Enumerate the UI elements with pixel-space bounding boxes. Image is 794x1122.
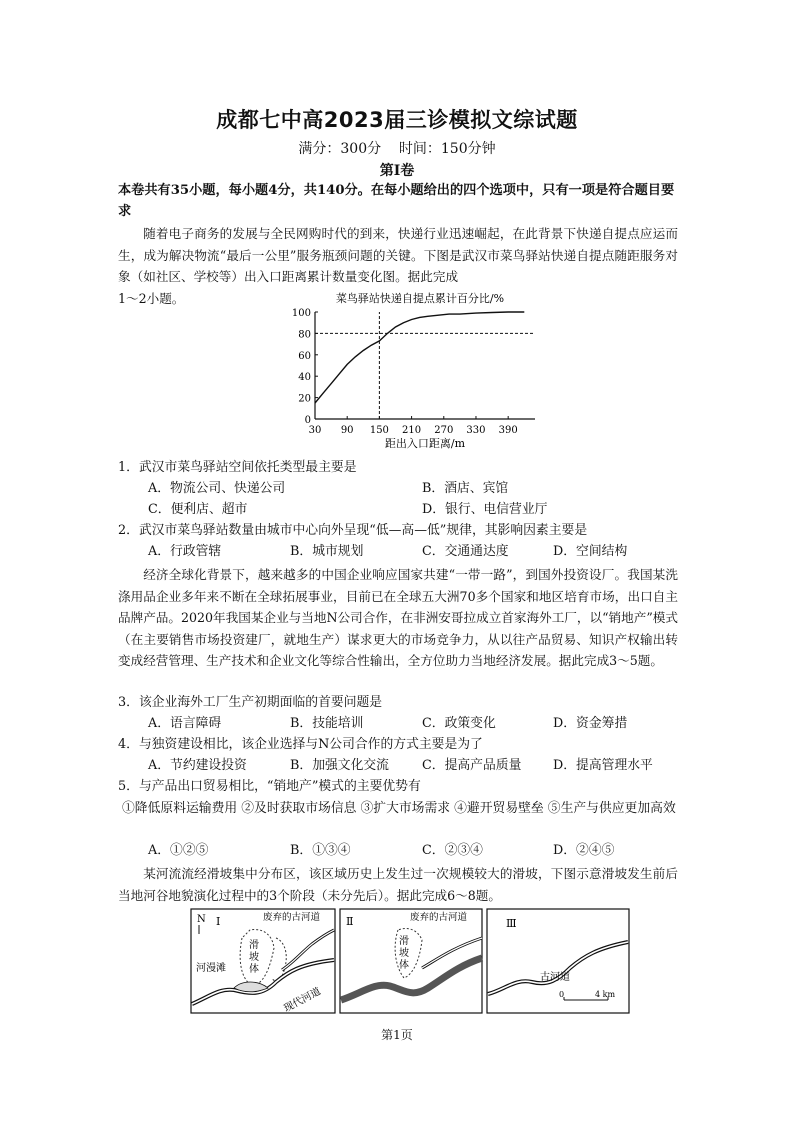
map-panel-3 — [487, 909, 629, 1013]
abandoned-channel-label-2: 废弃的古河道 — [410, 912, 468, 923]
passage-1: 随着电子商务的发展与全民网购时代的到来，快递行业迅速崛起，在此背景下快递自提点应运而生，成为解决物流“最后一公里”服务瓶颈问题的关键。下图是武汉市菜鸟驿站快递自提点随距服务对象（如社区、学校等）出入口距离累计数量变化图。据此完成 — [118, 226, 678, 284]
page-title: 成都七中高2023届三诊模拟文综试题 — [216, 108, 578, 132]
x-tick-label: 30 — [308, 425, 322, 436]
q5-option-d[interactable]: D．②④⑤ — [553, 843, 615, 858]
question-1: 1．武汉市菜鸟驿站空间依托类型最主要是 — [118, 460, 357, 475]
x-axis-label: 距出入口距离/m — [384, 437, 466, 450]
river-evolution-maps — [190, 908, 630, 1018]
page-number: 第1页 — [381, 1028, 413, 1042]
x-tick-label: 270 — [434, 425, 454, 436]
old-channel-label: 古河道 — [540, 972, 570, 983]
q4-option-d[interactable]: D．提高管理水平 — [553, 758, 653, 773]
scale-max: 4 km — [595, 990, 616, 999]
y-tick-label: 80 — [298, 329, 311, 341]
q4-option-c[interactable]: C．提高产品质量 — [422, 758, 522, 773]
north-label: N — [197, 914, 206, 925]
question-5: 5．与产品出口贸易相比，“销地产”模式的主要优势有 — [118, 779, 421, 794]
floodplain-label: 河漫滩 — [196, 963, 226, 974]
landslide-p2-char-2: 坡 — [399, 948, 409, 959]
question-2: 2．武汉市菜鸟驿站数量由城市中心向外呈现“低—高—低”规律，其影响因素主要是 — [118, 523, 588, 538]
q1-option-a[interactable]: A．物流公司、快递公司 — [148, 481, 286, 496]
y-tick-label: 20 — [298, 393, 311, 405]
q5-option-c[interactable]: C．②③④ — [422, 843, 483, 858]
map-panel-2 — [340, 909, 482, 1013]
chart-title: 菜鸟驿站快递自提点累计百分比/% — [335, 292, 505, 305]
q3-option-d[interactable]: D．资金筹措 — [553, 716, 628, 731]
abandoned-channel-label: 废弃的古河道 — [263, 912, 321, 923]
x-tick-label: 390 — [498, 425, 518, 436]
y-tick-label: 60 — [298, 350, 311, 362]
q4-option-a[interactable]: A．节约建设投资 — [148, 758, 247, 773]
q5-option-a[interactable]: A．①②⑤ — [148, 843, 209, 858]
landslide-char-3: 体 — [249, 964, 259, 975]
modern-channel-label: 现代河道 — [282, 986, 323, 1015]
y-tick-label: 40 — [298, 372, 311, 384]
q2-option-a[interactable]: A．行政管辖 — [148, 544, 222, 559]
y-tick-label: 0 — [304, 415, 311, 426]
x-tick-label: 150 — [369, 425, 389, 436]
scale-zero: 0 — [559, 990, 565, 999]
landslide-p2-char-3: 体 — [399, 960, 409, 971]
passage-2: 经济全球化背景下，越来越多的中国企业响应国家共建“一带一路”，到国外投资设厂。我国某洗涤用品企业多年来不断在全球拓展事业，目前已在全球五大洲70多个国家和地区培育市场，出口自主品牌产品。2020年我国某企业与当地N公司合作，在非洲安哥拉成立首家海外工厂，以“销地产”模式（在主要销售市场投资建厂，就地生产）谋求更大的市场竞争力，从以往产品贸易、知识产权输出转变成经营管理、生产技术和企业文化等综合性输出，全方位助力当地经济发展。据此完成3～5题。 — [118, 567, 678, 668]
passage-3: 某河流流经滑坡集中分布区，该区域历史上发生过一次规模较大的滑坡，下图示意滑坡发生前后当地河谷地貌演化过程中的3个阶段（未分先后）。据此完成6～8题。 — [118, 866, 678, 903]
q5-items: ①降低原料运输费用 ②及时获取市场信息 ③扩大市场需求 ④避开贸易壁垒 ⑤生产与供应更加高效 — [122, 801, 676, 816]
exam-meta: 满分：300分 时间：150分钟 — [298, 141, 496, 157]
q1-option-d[interactable]: D．银行、电信营业厅 — [422, 502, 548, 517]
map-panel-1 — [191, 909, 335, 1015]
q5-option-b[interactable]: B．①③④ — [290, 843, 351, 858]
instructions: 本卷共有35小题，每小题4分，共140分。在每小题给出的四个选项中，只有一项是符合题目要求 — [118, 183, 675, 219]
q2-option-b[interactable]: B．城市规划 — [290, 544, 364, 559]
q3-option-b[interactable]: B．技能培训 — [290, 716, 364, 731]
panel-1-label: Ⅰ — [216, 915, 221, 928]
q1-option-b[interactable]: B．酒店、宾馆 — [422, 481, 509, 496]
q3-option-c[interactable]: C．政策变化 — [422, 716, 496, 731]
q3-option-a[interactable]: A．语言障碍 — [148, 716, 222, 731]
q4-option-b[interactable]: B．加强文化交流 — [290, 758, 389, 773]
question-3: 3．该企业海外工厂生产初期面临的首要问题是 — [118, 695, 383, 710]
landslide-p2-char-1: 滑 — [399, 936, 409, 947]
q2-option-d[interactable]: D．空间结构 — [553, 544, 628, 559]
panel-3-label: Ⅲ — [506, 917, 517, 930]
landslide-char-1: 滑 — [249, 940, 259, 951]
landslide-char-2: 坡 — [249, 952, 259, 963]
panel-2-label: Ⅱ — [346, 915, 354, 928]
cumulative-percent-chart — [290, 288, 560, 453]
question-4: 4．与独资建设相比，该企业选择与N公司合作的方式主要是为了 — [118, 737, 483, 752]
y-tick-label: 100 — [291, 308, 311, 319]
section-heading: 第Ⅰ卷 — [379, 163, 415, 179]
q2-option-c[interactable]: C．交通通达度 — [422, 544, 509, 559]
q1-option-c[interactable]: C．便利店、超市 — [148, 502, 248, 517]
x-tick-label: 90 — [340, 425, 354, 436]
x-tick-label: 330 — [466, 425, 486, 436]
series-line — [315, 312, 524, 403]
x-tick-label: 210 — [402, 425, 422, 436]
passage-1-tail: 1～2小题。 — [118, 291, 185, 306]
